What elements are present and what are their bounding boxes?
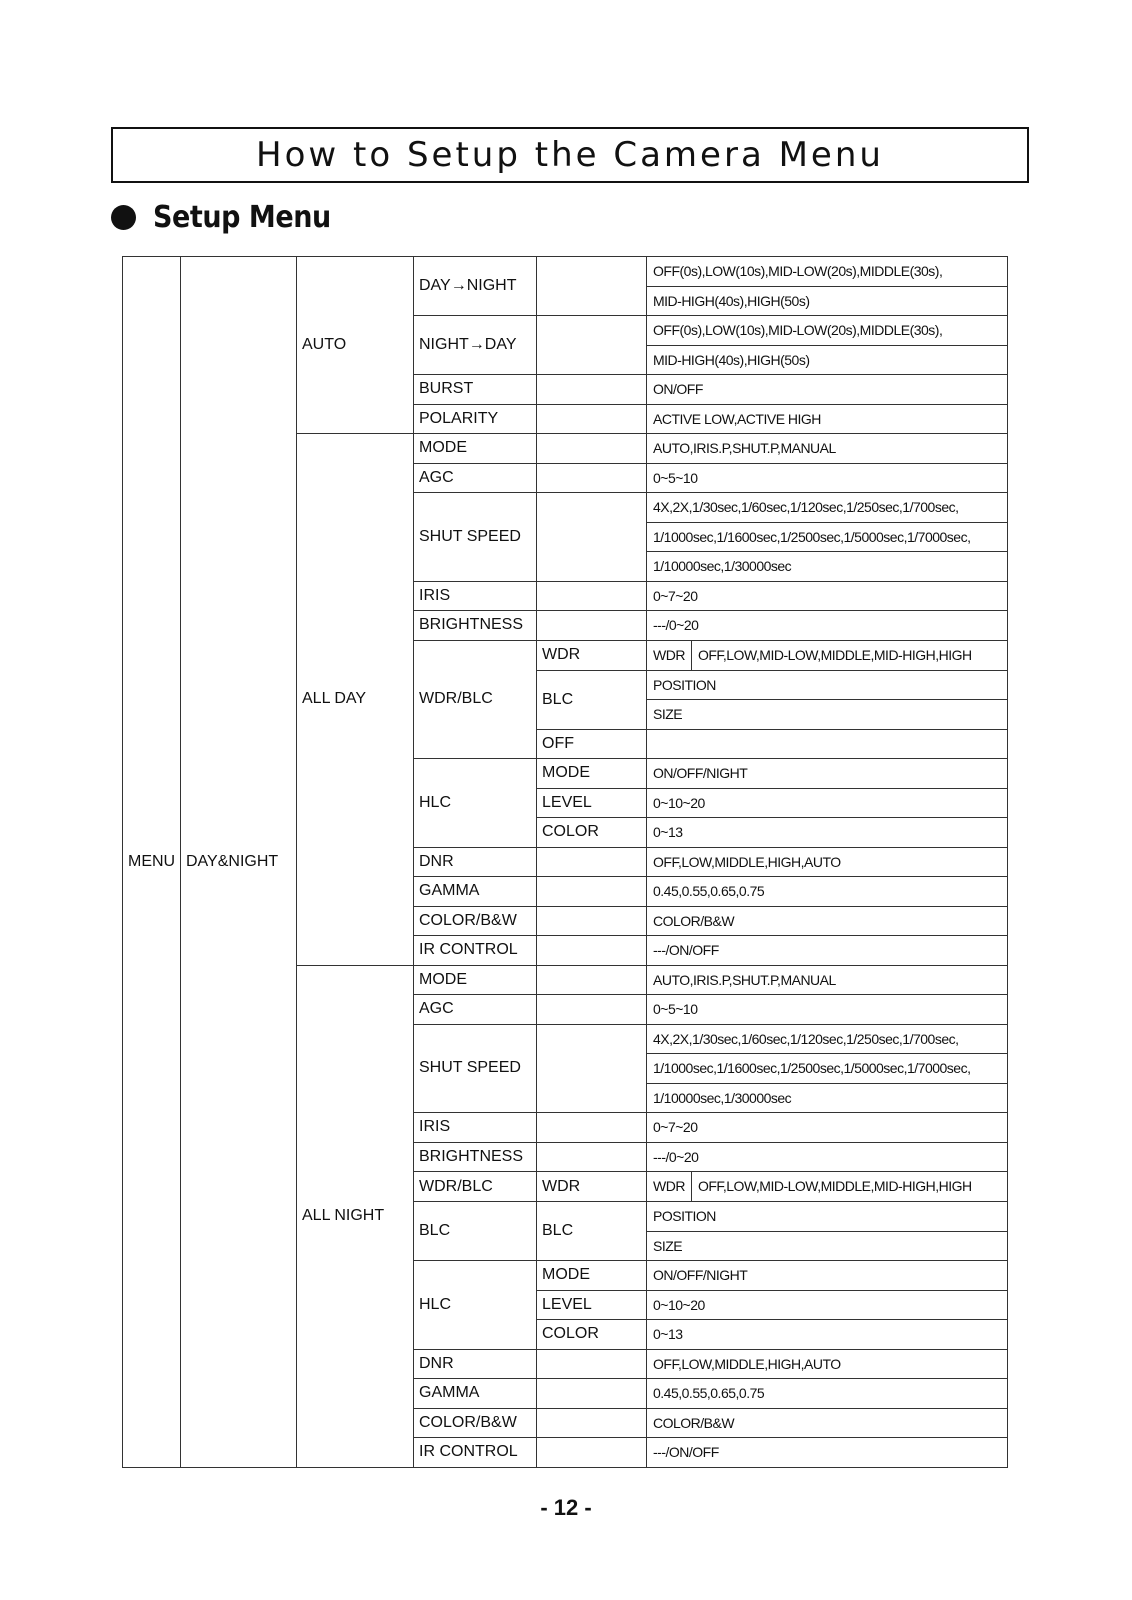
option-cell: COLOR/B&W	[647, 1408, 1008, 1438]
day-to-night-cell: DAY→NIGHT	[414, 257, 537, 316]
empty-cell	[537, 936, 647, 966]
empty-cell	[647, 729, 1008, 759]
empty-cell	[537, 1142, 647, 1172]
option-cell: AUTO,IRIS.P,SHUT.P,MANUAL	[647, 965, 1008, 995]
empty-cell	[537, 257, 647, 316]
option-cell: SIZE	[647, 1231, 1008, 1261]
hlc-cell: HLC	[414, 759, 537, 848]
hlc-mode-cell: MODE	[537, 1261, 647, 1291]
hlc-mode-cell: MODE	[537, 759, 647, 789]
option-cell: ---/ON/OFF	[647, 936, 1008, 966]
option-cell: AUTO,IRIS.P,SHUT.P,MANUAL	[647, 434, 1008, 464]
color-bw-cell: COLOR/B&W	[414, 906, 537, 936]
empty-cell	[537, 463, 647, 493]
wdr-options: OFF,LOW,MID-LOW,MIDDLE,MID-HIGH,HIGH	[697, 1178, 972, 1194]
ir-control-cell: IR CONTROL	[414, 1438, 537, 1468]
option-cell: POSITION	[647, 670, 1008, 700]
empty-cell	[537, 906, 647, 936]
empty-cell	[537, 493, 647, 582]
option-cell: SIZE	[647, 700, 1008, 730]
option-cell: ---/0~20	[647, 611, 1008, 641]
option-cell: 0.45,0.55,0.65,0.75	[647, 1379, 1008, 1409]
blc-cell: BLC	[537, 670, 647, 729]
option-cell: 1/1000sec,1/1600sec,1/2500sec,1/5000sec,1/7000sec,	[647, 522, 1008, 552]
blc-cell: BLC	[537, 1202, 647, 1261]
wdr-tag: WDR	[653, 1172, 692, 1201]
off-cell: OFF	[537, 729, 647, 759]
mode-cell: MODE	[414, 434, 537, 464]
page-number: - 12 -	[540, 1495, 592, 1520]
section-heading	[111, 200, 351, 235]
auto-group-cell: AUTO	[297, 257, 414, 434]
hlc-color-cell: COLOR	[537, 1320, 647, 1350]
menu-cell: MENU	[123, 257, 181, 1468]
option-cell: 0~7~20	[647, 1113, 1008, 1143]
empty-cell	[537, 434, 647, 464]
empty-cell	[537, 965, 647, 995]
wdr-tag: WDR	[653, 641, 692, 670]
empty-cell	[537, 316, 647, 375]
wdr-blc-cell: WDR/BLC	[414, 640, 537, 759]
dnr-cell: DNR	[414, 847, 537, 877]
wdr-cell: WDR	[537, 640, 647, 670]
ir-control-cell: IR CONTROL	[414, 936, 537, 966]
day-night-cell: DAY&NIGHT	[181, 257, 297, 1468]
all-night-group-cell: ALL NIGHT	[297, 965, 414, 1467]
option-cell: 0~13	[647, 1320, 1008, 1350]
agc-cell: AGC	[414, 463, 537, 493]
option-cell: OFF(0s),LOW(10s),MID-LOW(20s),MIDDLE(30s),	[647, 316, 1008, 346]
option-cell: ON/OFF	[647, 375, 1008, 405]
bullet-icon	[111, 205, 136, 230]
shut-speed-cell: SHUT SPEED	[414, 1024, 537, 1113]
option-cell: MID-HIGH(40s),HIGH(50s)	[647, 286, 1008, 316]
option-cell: OFF,LOW,MIDDLE,HIGH,AUTO	[647, 847, 1008, 877]
empty-cell	[537, 611, 647, 641]
brightness-cell: BRIGHTNESS	[414, 1142, 537, 1172]
option-cell	[647, 1172, 1008, 1202]
option-cell: MID-HIGH(40s),HIGH(50s)	[647, 345, 1008, 375]
empty-cell	[537, 995, 647, 1025]
option-cell: ---/0~20	[647, 1142, 1008, 1172]
option-cell	[647, 640, 1008, 670]
empty-cell	[537, 1379, 647, 1409]
option-cell: OFF,LOW,MIDDLE,HIGH,AUTO	[647, 1349, 1008, 1379]
option-cell: 0~5~10	[647, 995, 1008, 1025]
option-cell: 0~7~20	[647, 581, 1008, 611]
option-cell: 1/10000sec,1/30000sec	[647, 552, 1008, 582]
wdr-options: OFF,LOW,MID-LOW,MIDDLE,MID-HIGH,HIGH	[697, 646, 972, 663]
empty-cell	[537, 581, 647, 611]
dnr-cell: DNR	[414, 1349, 537, 1379]
option-cell: ON/OFF/NIGHT	[647, 759, 1008, 789]
empty-cell	[537, 877, 647, 907]
option-cell: OFF(0s),LOW(10s),MID-LOW(20s),MIDDLE(30s),	[647, 257, 1008, 287]
shut-speed-cell: SHUT SPEED	[414, 493, 537, 582]
gamma-cell: GAMMA	[414, 1379, 537, 1409]
agc-cell: AGC	[414, 995, 537, 1025]
blc-row-cell: BLC	[414, 1202, 537, 1261]
hlc-level-cell: LEVEL	[537, 1290, 647, 1320]
iris-cell: IRIS	[414, 1113, 537, 1143]
wdr-cell: WDR	[537, 1172, 647, 1202]
empty-cell	[537, 1113, 647, 1143]
page-title-box	[111, 127, 1029, 183]
empty-cell	[537, 1349, 647, 1379]
all-day-group-cell: ALL DAY	[297, 434, 414, 966]
page-title: How to Setup the Camera Menu	[256, 135, 884, 175]
option-cell: POSITION	[647, 1202, 1008, 1232]
hlc-cell: HLC	[414, 1261, 537, 1350]
mode-cell: MODE	[414, 965, 537, 995]
empty-cell	[537, 375, 647, 405]
iris-cell: IRIS	[414, 581, 537, 611]
polarity-cell: POLARITY	[414, 404, 537, 434]
option-cell: ON/OFF/NIGHT	[647, 1261, 1008, 1291]
option-cell: 1/10000sec,1/30000sec	[647, 1083, 1008, 1113]
empty-cell	[537, 1408, 647, 1438]
brightness-cell: BRIGHTNESS	[414, 611, 537, 641]
option-cell: 4X,2X,1/30sec,1/60sec,1/120sec,1/250sec,1/700sec,	[647, 493, 1008, 523]
hlc-color-cell: COLOR	[537, 818, 647, 848]
option-cell: 0~5~10	[647, 463, 1008, 493]
wdr-blc-cell: WDR/BLC	[414, 1172, 537, 1202]
option-cell: 0.45,0.55,0.65,0.75	[647, 877, 1008, 907]
option-cell: 0~10~20	[647, 1290, 1008, 1320]
option-cell: ---/ON/OFF	[647, 1438, 1008, 1468]
option-cell: ACTIVE LOW,ACTIVE HIGH	[647, 404, 1008, 434]
setup-menu-table	[122, 256, 1008, 1468]
table-row	[123, 257, 1008, 287]
section-title: Setup Menu	[153, 200, 331, 235]
option-cell: 0~13	[647, 818, 1008, 848]
option-cell: 1/1000sec,1/1600sec,1/2500sec,1/5000sec,1/7000sec,	[647, 1054, 1008, 1084]
night-to-day-cell: NIGHT→DAY	[414, 316, 537, 375]
gamma-cell: GAMMA	[414, 877, 537, 907]
option-cell: 0~10~20	[647, 788, 1008, 818]
empty-cell	[537, 404, 647, 434]
empty-cell	[537, 1438, 647, 1468]
option-cell: COLOR/B&W	[647, 906, 1008, 936]
burst-cell: BURST	[414, 375, 537, 405]
option-cell: 4X,2X,1/30sec,1/60sec,1/120sec,1/250sec,1/700sec,	[647, 1024, 1008, 1054]
hlc-level-cell: LEVEL	[537, 788, 647, 818]
color-bw-cell: COLOR/B&W	[414, 1408, 537, 1438]
empty-cell	[537, 847, 647, 877]
empty-cell	[537, 1024, 647, 1113]
